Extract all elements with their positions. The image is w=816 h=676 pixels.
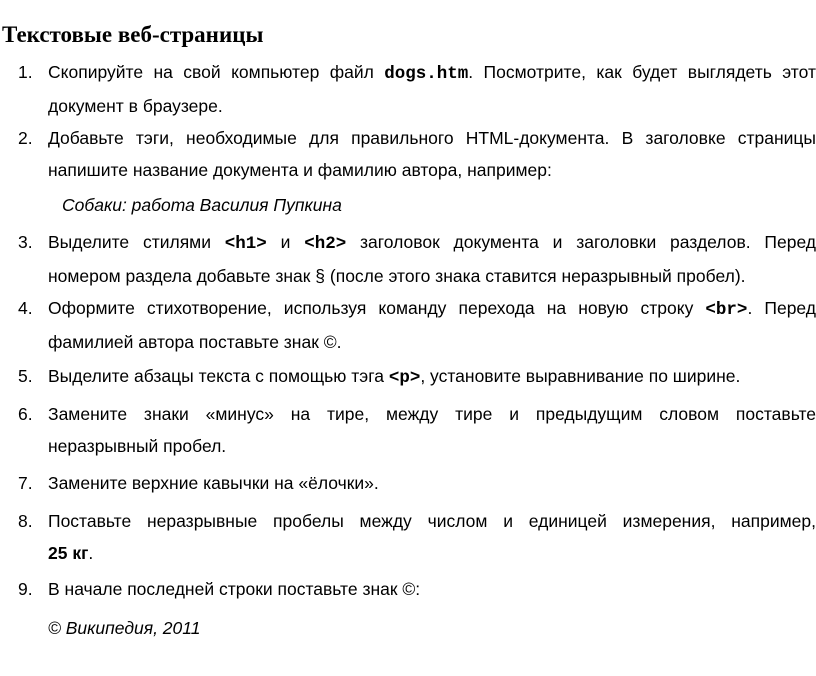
measurement-example: 25 кг [48,543,89,563]
filename-code: dogs.htm [384,64,469,84]
text-segment: . Перед [747,298,816,318]
item-number: 6. [18,404,33,424]
item-line: неразрывный пробел. [48,436,227,456]
text-segment: Оформите стихотворение, используя команду перехода на новую строку [48,298,706,318]
item-text [48,467,816,499]
item-number: 3. [18,232,33,252]
tag-code: <h2> [304,234,347,254]
text-segment: . [88,543,94,563]
page-title: Текстовые веб-страницы [2,22,264,47]
text-segment: Выделите абзацы текста с помощью тэга [48,366,389,386]
tag-code: <br> [705,300,748,320]
item-text [48,226,816,292]
item-number: 4. [18,298,33,318]
item-text [48,360,816,394]
item-text [48,122,816,186]
item-line: Замените верхние кавычки на «ёлочки». [48,473,379,493]
item-number: 9. [18,579,33,599]
item-text [48,56,816,122]
item-line [48,360,816,394]
item-number: 5. [18,366,33,386]
text-segment: заголовок документа и заголовки разделов. Перед [346,232,816,252]
text-segment: Скопируйте на свой компьютер файл [48,62,385,82]
item-line: Поставьте неразрывные пробелы между числом и единицей измерения, например, [48,511,816,531]
tag-code: <p> [388,368,421,388]
item-line: Добавьте тэги, необходимые для правильного HTML-документа. В заголовке страницы [48,128,816,148]
item-line: Замените знаки «минус» на тире, между тире и предыдущим словом поставьте [48,404,816,424]
item-line: номером раздела добавьте знак § (после этого знака ставится неразрывный пробел). [48,266,746,286]
tag-code: <h1> [224,234,267,254]
text-segment: и [266,232,305,252]
item-text [48,573,816,605]
text-segment: , установите выравнивание по ширине. [420,366,741,386]
item-number: 8. [18,511,33,531]
copyright-example: © Википедия, 2011 [48,618,201,638]
item-text [48,292,816,358]
example-title: Собаки: работа Василия Пупкина [62,195,342,215]
item-line [48,56,816,90]
item-line [48,226,816,260]
text-segment: . Посмотрите, как будет выглядеть этот [468,62,816,82]
item-line: В начале последней строки поставьте знак ©: [48,579,421,599]
item-text [48,398,816,462]
item-line: напишите название документа и фамилию автора, например: [48,160,552,180]
item-number: 1. [18,62,33,82]
item-number: 7. [18,473,33,493]
item-line: документ в браузере. [48,96,223,116]
item-line [48,292,816,326]
item-line [48,537,816,569]
item-line: фамилией автора поставьте знак ©. [48,332,342,352]
text-segment: Выделите стилями [48,232,225,252]
item-text [48,505,816,569]
item-number: 2. [18,128,33,148]
